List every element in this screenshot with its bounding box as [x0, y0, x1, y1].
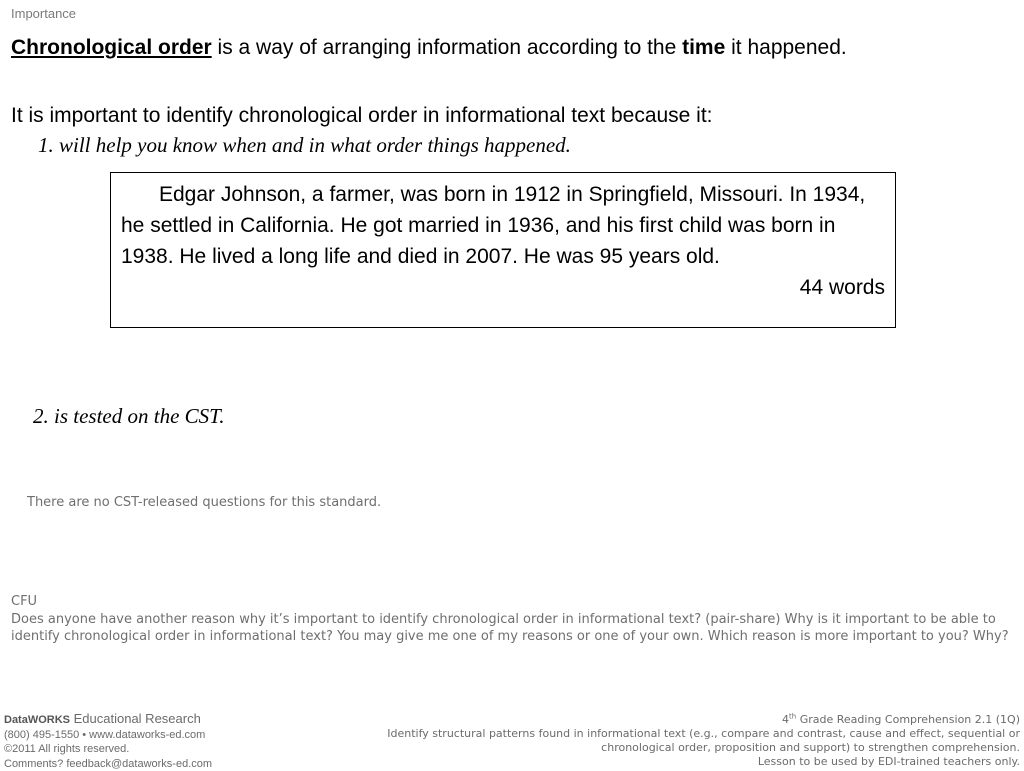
definition	[11, 33, 1011, 62]
feedback-contact: Comments? feedback@dataworks-ed.com	[4, 757, 212, 771]
cfu-text: Does anyone have another reason why it’s important to identify chronological order in informational text? (pair-share) Why is it important to be able to identify chronological order in informational text? You may give me one of my reasons or one of your own. Which reason is more important to you? Why?	[11, 611, 1011, 646]
reason-1: 1. will help you know when and in what order things happened.	[38, 133, 571, 158]
reason-2: 2. is tested on the CST.	[33, 404, 225, 429]
brand-logo	[4, 712, 212, 728]
grade-standard-title	[320, 713, 1020, 727]
cst-note: There are no CST-released questions for this standard.	[27, 495, 381, 510]
footer-right	[320, 713, 1020, 769]
grade-title-rest: Grade Reading Comprehension 2.1 (1Q)	[796, 713, 1020, 726]
definition-middle: is a way of arranging information according to the	[212, 36, 682, 59]
definition-term: Chronological order	[11, 36, 212, 59]
standard-description: Identify structural patterns found in informational text (e.g., compare and contrast, cause and effect, sequential or chronological order, proposition and support) to strengthen comprehension.	[320, 727, 1020, 755]
definition-end: it happened.	[725, 36, 846, 59]
section-label: Importance	[11, 6, 76, 21]
brand-name: DataWORKS	[4, 714, 70, 726]
definition-keyword: time	[682, 36, 725, 59]
passage-box	[110, 172, 896, 328]
cfu-label: CFU	[11, 593, 1011, 611]
usage-note: Lesson to be used by EDI-trained teachers only.	[320, 755, 1020, 769]
word-count: 44 words	[121, 272, 885, 303]
cfu-block	[11, 593, 1011, 646]
passage-text: Edgar Johnson, a farmer, was born in 1912 in Springfield, Missouri. In 1934, he settled in California. He got married in 1936, and his first child was born in 1938. He lived a long life and died in 2007. He was 95 years old.	[121, 179, 885, 272]
grade-number: 4	[782, 713, 789, 726]
footer-left	[4, 712, 212, 771]
intro-text: It is important to identify chronological order in informational text because it:	[11, 101, 1011, 130]
copyright: ©2011 All rights reserved.	[4, 742, 212, 757]
contact-phone-web: (800) 495-1550 • www.dataworks-ed.com	[4, 728, 212, 743]
grade-suffix: th	[789, 712, 796, 720]
brand-tagline: Educational Research	[70, 711, 201, 726]
